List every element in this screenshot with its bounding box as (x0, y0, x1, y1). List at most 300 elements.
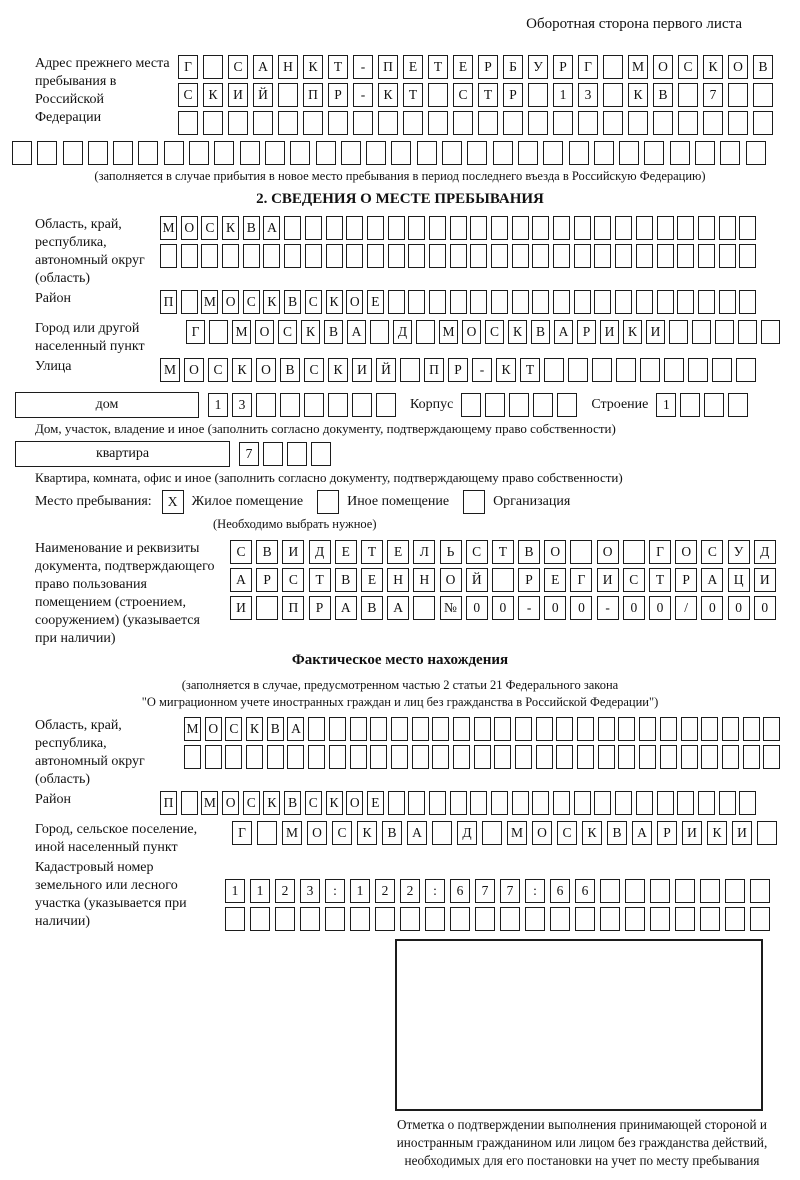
char-cell[interactable] (429, 244, 446, 268)
char-cell[interactable]: И (597, 568, 619, 592)
char-cell[interactable] (181, 290, 198, 314)
char-cell[interactable]: Р (256, 568, 278, 592)
char-cell[interactable]: А (263, 216, 280, 240)
char-cell[interactable]: К (326, 791, 343, 815)
char-cell[interactable] (739, 216, 756, 240)
char-cell[interactable]: С (305, 791, 322, 815)
char-cell[interactable] (625, 879, 645, 903)
char-cell[interactable]: / (675, 596, 697, 620)
char-cell[interactable] (138, 141, 158, 165)
char-cell[interactable]: Е (403, 55, 423, 79)
char-cell[interactable] (536, 717, 553, 741)
char-cell[interactable]: С (623, 568, 645, 592)
char-cell[interactable] (311, 442, 331, 466)
char-cell[interactable]: И (282, 540, 304, 564)
char-cell[interactable] (518, 141, 538, 165)
char-cell[interactable] (467, 141, 487, 165)
char-cell[interactable] (388, 244, 405, 268)
char-cell[interactable] (615, 244, 632, 268)
char-cell[interactable]: 6 (550, 879, 570, 903)
char-cell[interactable]: К (263, 791, 280, 815)
char-cell[interactable] (37, 141, 57, 165)
char-cell[interactable]: У (728, 540, 750, 564)
char-cell[interactable]: К (301, 320, 320, 344)
char-cell[interactable]: 6 (575, 879, 595, 903)
char-cell[interactable] (209, 320, 228, 344)
char-cell[interactable] (203, 55, 223, 79)
char-cell[interactable]: К (246, 717, 263, 741)
char-cell[interactable] (720, 141, 740, 165)
char-cell[interactable]: Н (278, 55, 298, 79)
char-cell[interactable]: С (305, 290, 322, 314)
char-cell[interactable] (432, 745, 449, 769)
char-cell[interactable] (474, 717, 491, 741)
char-cell[interactable] (512, 290, 529, 314)
char-cell[interactable]: И (754, 568, 776, 592)
char-cell[interactable] (253, 111, 273, 135)
char-cell[interactable]: К (232, 358, 252, 382)
char-cell[interactable] (701, 745, 718, 769)
char-cell[interactable] (603, 83, 623, 107)
char-cell[interactable]: № (440, 596, 462, 620)
char-cell[interactable] (453, 717, 470, 741)
char-cell[interactable]: 3 (232, 393, 252, 417)
char-cell[interactable] (660, 717, 677, 741)
char-cell[interactable]: К (707, 821, 727, 845)
char-cell[interactable] (650, 907, 670, 931)
char-cell[interactable]: О (675, 540, 697, 564)
char-cell[interactable]: - (472, 358, 492, 382)
char-cell[interactable]: К (326, 290, 343, 314)
char-cell[interactable] (350, 907, 370, 931)
char-cell[interactable]: О (440, 568, 462, 592)
char-cell[interactable] (598, 717, 615, 741)
char-cell[interactable] (728, 111, 748, 135)
char-cell[interactable] (370, 717, 387, 741)
char-cell[interactable]: 0 (544, 596, 566, 620)
char-cell[interactable]: 7 (239, 442, 259, 466)
char-cell[interactable] (753, 111, 773, 135)
char-cell[interactable] (715, 320, 734, 344)
char-cell[interactable]: 1 (350, 879, 370, 903)
char-cell[interactable]: Е (544, 568, 566, 592)
char-cell[interactable] (574, 791, 591, 815)
char-cell[interactable]: Р (577, 320, 596, 344)
char-cell[interactable] (450, 907, 470, 931)
char-cell[interactable] (725, 907, 745, 931)
char-cell[interactable] (753, 83, 773, 107)
char-cell[interactable] (532, 791, 549, 815)
char-cell[interactable]: Е (335, 540, 357, 564)
char-cell[interactable]: П (160, 290, 177, 314)
char-cell[interactable]: О (222, 791, 239, 815)
char-cell[interactable]: Р (309, 596, 331, 620)
char-cell[interactable] (569, 141, 589, 165)
char-cell[interactable] (577, 745, 594, 769)
char-cell[interactable]: Т (403, 83, 423, 107)
char-cell[interactable]: 1 (225, 879, 245, 903)
char-cell[interactable] (722, 745, 739, 769)
char-cell[interactable] (470, 290, 487, 314)
char-cell[interactable]: О (462, 320, 481, 344)
char-cell[interactable] (388, 791, 405, 815)
char-cell[interactable] (512, 216, 529, 240)
char-cell[interactable] (267, 745, 284, 769)
char-cell[interactable] (265, 141, 285, 165)
char-cell[interactable]: К (263, 290, 280, 314)
char-cell[interactable] (391, 141, 411, 165)
char-cell[interactable]: К (582, 821, 602, 845)
char-cell[interactable]: 6 (450, 879, 470, 903)
char-cell[interactable] (509, 393, 529, 417)
char-cell[interactable] (376, 393, 396, 417)
char-cell[interactable]: Е (367, 791, 384, 815)
char-cell[interactable] (225, 907, 245, 931)
char-cell[interactable] (494, 745, 511, 769)
char-cell[interactable] (408, 216, 425, 240)
char-cell[interactable] (329, 717, 346, 741)
char-cell[interactable] (461, 393, 481, 417)
char-cell[interactable]: О (256, 358, 276, 382)
char-cell[interactable]: А (253, 55, 273, 79)
char-cell[interactable]: Д (457, 821, 477, 845)
char-cell[interactable] (678, 83, 698, 107)
char-cell[interactable] (515, 717, 532, 741)
char-cell[interactable]: Р (478, 55, 498, 79)
char-cell[interactable] (594, 216, 611, 240)
char-cell[interactable] (628, 111, 648, 135)
char-cell[interactable] (704, 393, 724, 417)
char-cell[interactable]: 2 (400, 879, 420, 903)
char-cell[interactable] (578, 111, 598, 135)
char-cell[interactable]: Т (520, 358, 540, 382)
char-cell[interactable]: А (335, 596, 357, 620)
char-cell[interactable]: О (544, 540, 566, 564)
char-cell[interactable] (375, 907, 395, 931)
char-cell[interactable] (287, 442, 307, 466)
char-cell[interactable]: П (424, 358, 444, 382)
char-cell[interactable] (550, 907, 570, 931)
char-cell[interactable]: Т (492, 540, 514, 564)
char-cell[interactable] (412, 717, 429, 741)
char-cell[interactable] (639, 717, 656, 741)
char-cell[interactable] (222, 244, 239, 268)
char-cell[interactable]: А (407, 821, 427, 845)
char-cell[interactable]: И (682, 821, 702, 845)
char-cell[interactable] (681, 745, 698, 769)
char-cell[interactable]: Е (367, 290, 384, 314)
char-cell[interactable] (341, 141, 361, 165)
char-cell[interactable] (228, 111, 248, 135)
char-cell[interactable] (657, 290, 674, 314)
char-cell[interactable] (88, 141, 108, 165)
char-cell[interactable]: Й (376, 358, 396, 382)
char-cell[interactable] (739, 244, 756, 268)
char-cell[interactable] (346, 216, 363, 240)
char-cell[interactable]: П (378, 55, 398, 79)
char-cell[interactable]: М (201, 791, 218, 815)
char-cell[interactable] (574, 216, 591, 240)
char-cell[interactable]: Й (253, 83, 273, 107)
char-cell[interactable] (378, 111, 398, 135)
zhiloe-checkbox[interactable]: X (162, 490, 184, 514)
char-cell[interactable]: О (532, 821, 552, 845)
char-cell[interactable] (184, 745, 201, 769)
char-cell[interactable] (618, 717, 635, 741)
char-cell[interactable]: Р (675, 568, 697, 592)
char-cell[interactable]: К (378, 83, 398, 107)
inoe-checkbox[interactable] (317, 490, 339, 514)
char-cell[interactable]: Р (448, 358, 468, 382)
char-cell[interactable]: В (382, 821, 402, 845)
char-cell[interactable] (246, 745, 263, 769)
char-cell[interactable] (738, 320, 757, 344)
char-cell[interactable] (450, 216, 467, 240)
char-cell[interactable] (225, 745, 242, 769)
char-cell[interactable]: С (208, 358, 228, 382)
char-cell[interactable] (181, 244, 198, 268)
char-cell[interactable] (677, 244, 694, 268)
char-cell[interactable] (636, 244, 653, 268)
char-cell[interactable] (623, 540, 645, 564)
char-cell[interactable]: С (466, 540, 488, 564)
char-cell[interactable] (164, 141, 184, 165)
char-cell[interactable]: Й (466, 568, 488, 592)
char-cell[interactable] (470, 244, 487, 268)
char-cell[interactable]: Л (413, 540, 435, 564)
char-cell[interactable] (303, 111, 323, 135)
char-cell[interactable] (515, 745, 532, 769)
char-cell[interactable] (677, 290, 694, 314)
char-cell[interactable] (594, 791, 611, 815)
char-cell[interactable]: - (518, 596, 540, 620)
char-cell[interactable] (388, 290, 405, 314)
char-cell[interactable] (615, 290, 632, 314)
char-cell[interactable] (618, 745, 635, 769)
char-cell[interactable]: О (205, 717, 222, 741)
char-cell[interactable] (370, 745, 387, 769)
char-cell[interactable]: 0 (701, 596, 723, 620)
char-cell[interactable]: Т (328, 55, 348, 79)
char-cell[interactable] (278, 83, 298, 107)
char-cell[interactable] (300, 907, 320, 931)
char-cell[interactable] (657, 216, 674, 240)
char-cell[interactable]: Ц (728, 568, 750, 592)
char-cell[interactable] (500, 907, 520, 931)
char-cell[interactable] (391, 745, 408, 769)
char-cell[interactable] (636, 290, 653, 314)
char-cell[interactable] (553, 290, 570, 314)
char-cell[interactable]: С (282, 568, 304, 592)
char-cell[interactable]: С (678, 55, 698, 79)
char-cell[interactable]: Н (387, 568, 409, 592)
char-cell[interactable] (63, 141, 83, 165)
char-cell[interactable]: Т (428, 55, 448, 79)
char-cell[interactable] (616, 358, 636, 382)
char-cell[interactable] (512, 791, 529, 815)
char-cell[interactable]: В (335, 568, 357, 592)
char-cell[interactable]: С (225, 717, 242, 741)
char-cell[interactable]: 0 (649, 596, 671, 620)
char-cell[interactable] (688, 358, 708, 382)
char-cell[interactable]: Т (649, 568, 671, 592)
char-cell[interactable] (493, 141, 513, 165)
char-cell[interactable] (644, 141, 664, 165)
char-cell[interactable] (287, 745, 304, 769)
char-cell[interactable] (600, 907, 620, 931)
char-cell[interactable] (432, 717, 449, 741)
char-cell[interactable] (532, 290, 549, 314)
char-cell[interactable] (592, 358, 612, 382)
char-cell[interactable]: Р (503, 83, 523, 107)
char-cell[interactable] (700, 907, 720, 931)
char-cell[interactable] (556, 717, 573, 741)
char-cell[interactable] (681, 717, 698, 741)
char-cell[interactable] (413, 596, 435, 620)
char-cell[interactable]: В (607, 821, 627, 845)
char-cell[interactable] (615, 791, 632, 815)
char-cell[interactable]: К (328, 358, 348, 382)
char-cell[interactable] (625, 907, 645, 931)
char-cell[interactable] (568, 358, 588, 382)
char-cell[interactable]: Р (553, 55, 573, 79)
char-cell[interactable]: М (160, 358, 180, 382)
char-cell[interactable] (763, 717, 780, 741)
char-cell[interactable] (450, 290, 467, 314)
char-cell[interactable] (485, 393, 505, 417)
char-cell[interactable]: 0 (570, 596, 592, 620)
char-cell[interactable] (528, 111, 548, 135)
char-cell[interactable] (698, 791, 715, 815)
char-cell[interactable]: С (701, 540, 723, 564)
char-cell[interactable]: В (753, 55, 773, 79)
char-cell[interactable]: И (600, 320, 619, 344)
char-cell[interactable] (284, 216, 301, 240)
char-cell[interactable] (698, 290, 715, 314)
char-cell[interactable]: С (557, 821, 577, 845)
char-cell[interactable]: Е (361, 568, 383, 592)
char-cell[interactable]: О (346, 290, 363, 314)
char-cell[interactable]: Ь (440, 540, 462, 564)
char-cell[interactable]: И (646, 320, 665, 344)
char-cell[interactable]: С (485, 320, 504, 344)
char-cell[interactable] (453, 111, 473, 135)
char-cell[interactable]: А (701, 568, 723, 592)
char-cell[interactable] (201, 244, 218, 268)
char-cell[interactable]: В (284, 791, 301, 815)
char-cell[interactable]: С (332, 821, 352, 845)
char-cell[interactable] (470, 791, 487, 815)
char-cell[interactable] (553, 791, 570, 815)
char-cell[interactable]: М (201, 290, 218, 314)
char-cell[interactable]: В (518, 540, 540, 564)
char-cell[interactable] (304, 393, 324, 417)
char-cell[interactable] (719, 791, 736, 815)
char-cell[interactable] (416, 320, 435, 344)
char-cell[interactable] (256, 393, 276, 417)
char-cell[interactable] (503, 111, 523, 135)
char-cell[interactable] (528, 83, 548, 107)
char-cell[interactable] (205, 745, 222, 769)
char-cell[interactable]: 1 (553, 83, 573, 107)
char-cell[interactable]: И (230, 596, 252, 620)
char-cell[interactable]: А (632, 821, 652, 845)
char-cell[interactable]: Г (570, 568, 592, 592)
char-cell[interactable]: 1 (656, 393, 676, 417)
char-cell[interactable]: С (230, 540, 252, 564)
char-cell[interactable] (256, 596, 278, 620)
char-cell[interactable] (491, 244, 508, 268)
char-cell[interactable] (750, 907, 770, 931)
char-cell[interactable]: Д (393, 320, 412, 344)
char-cell[interactable] (677, 216, 694, 240)
char-cell[interactable]: Г (186, 320, 205, 344)
char-cell[interactable]: - (353, 55, 373, 79)
char-cell[interactable] (669, 320, 688, 344)
char-cell[interactable] (728, 393, 748, 417)
char-cell[interactable]: М (184, 717, 201, 741)
char-cell[interactable] (367, 244, 384, 268)
char-cell[interactable] (494, 717, 511, 741)
char-cell[interactable] (305, 244, 322, 268)
char-cell[interactable]: Г (178, 55, 198, 79)
char-cell[interactable]: К (203, 83, 223, 107)
char-cell[interactable] (677, 791, 694, 815)
char-cell[interactable] (736, 358, 756, 382)
char-cell[interactable] (325, 907, 345, 931)
char-cell[interactable]: Т (309, 568, 331, 592)
char-cell[interactable]: К (623, 320, 642, 344)
char-cell[interactable] (257, 821, 277, 845)
char-cell[interactable] (370, 320, 389, 344)
char-cell[interactable] (388, 216, 405, 240)
char-cell[interactable] (640, 358, 660, 382)
char-cell[interactable]: Г (578, 55, 598, 79)
char-cell[interactable] (603, 111, 623, 135)
char-cell[interactable] (400, 358, 420, 382)
char-cell[interactable]: Н (413, 568, 435, 592)
char-cell[interactable] (575, 907, 595, 931)
char-cell[interactable]: М (628, 55, 648, 79)
char-cell[interactable]: - (597, 596, 619, 620)
char-cell[interactable] (305, 216, 322, 240)
char-cell[interactable]: С (178, 83, 198, 107)
char-cell[interactable] (698, 244, 715, 268)
char-cell[interactable]: С (304, 358, 324, 382)
char-cell[interactable] (243, 244, 260, 268)
char-cell[interactable] (553, 111, 573, 135)
char-cell[interactable] (450, 791, 467, 815)
char-cell[interactable]: Е (387, 540, 409, 564)
char-cell[interactable] (284, 244, 301, 268)
char-cell[interactable]: 2 (375, 879, 395, 903)
char-cell[interactable] (743, 717, 760, 741)
char-cell[interactable] (657, 244, 674, 268)
char-cell[interactable]: М (160, 216, 177, 240)
char-cell[interactable] (600, 879, 620, 903)
char-cell[interactable] (492, 568, 514, 592)
char-cell[interactable]: 0 (728, 596, 750, 620)
char-cell[interactable]: А (554, 320, 573, 344)
char-cell[interactable]: Д (309, 540, 331, 564)
char-cell[interactable] (553, 244, 570, 268)
char-cell[interactable]: М (439, 320, 458, 344)
char-cell[interactable] (408, 290, 425, 314)
char-cell[interactable] (701, 717, 718, 741)
char-cell[interactable]: 3 (578, 83, 598, 107)
char-cell[interactable]: Т (478, 83, 498, 107)
char-cell[interactable] (746, 141, 766, 165)
